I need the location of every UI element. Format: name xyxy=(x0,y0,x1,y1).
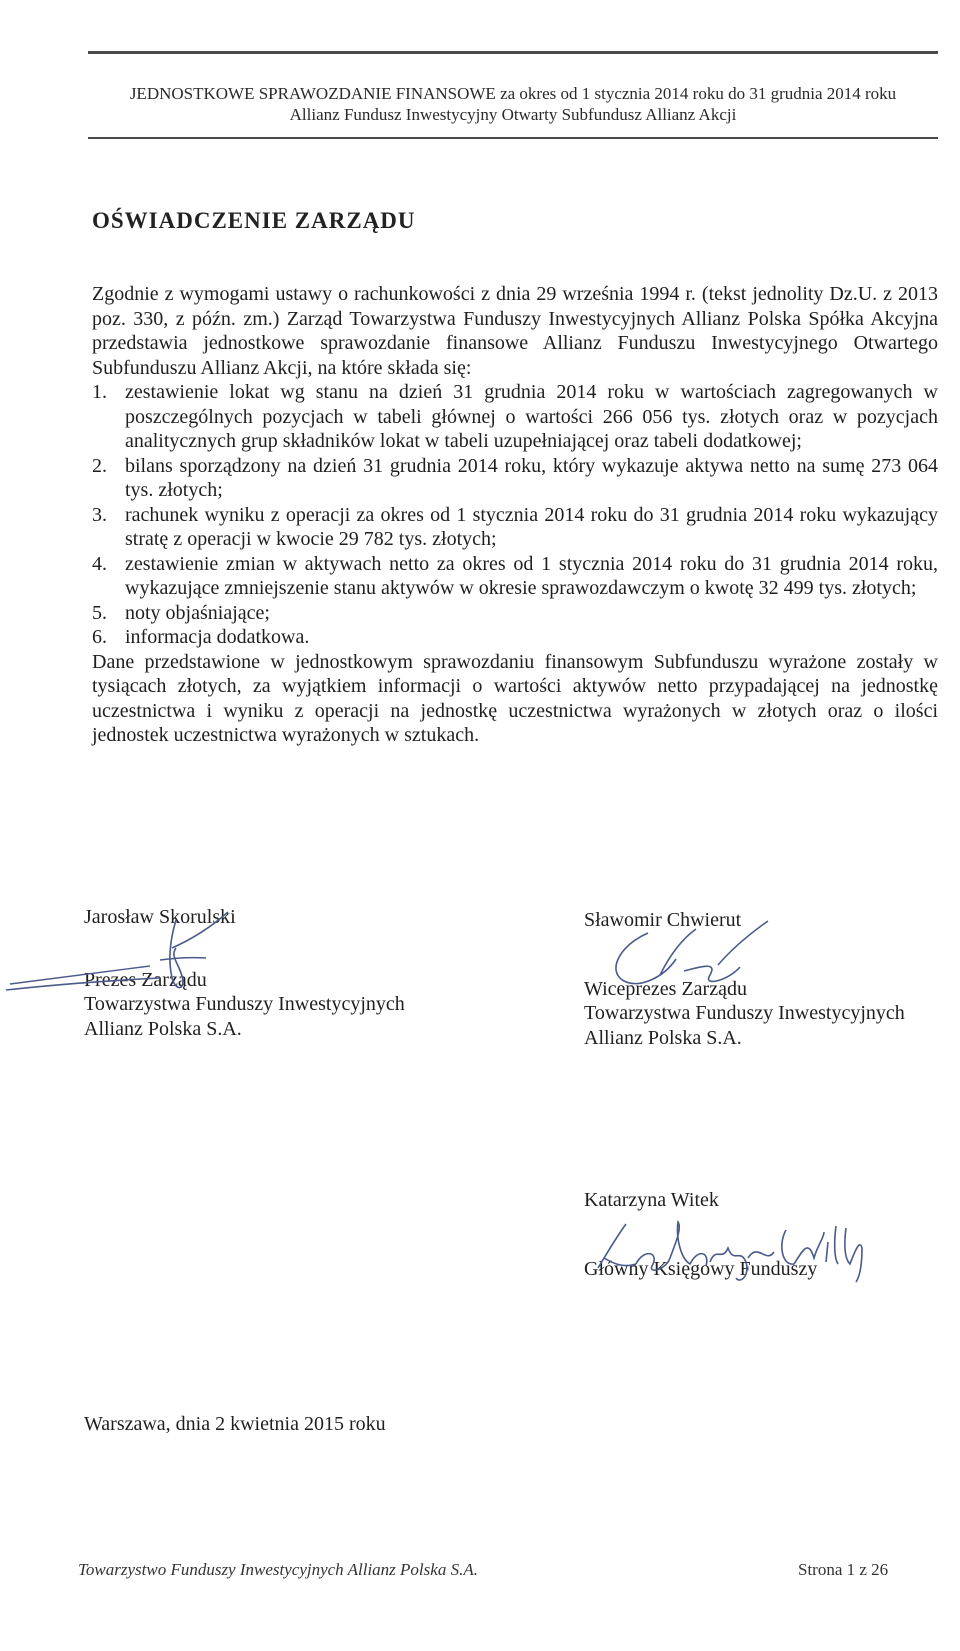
signatory-role: Główny Księgowy Funduszy xyxy=(584,1257,818,1280)
intro-paragraph: Zgodnie z wymogami ustawy o rachunkowości z dnia 29 września 1994 r. (tekst jednolity Dz.U. z 2013 poz. 330, z późn. zm.) Zarząd Towarzystwa Funduszy Inwestycyjnych Allianz Polska Spółka Akcyjna przedstawia jednostkowe sprawozdanie finansowe Allianz Funduszu Inwestycyjnego Otwartego Subfunduszu Allianz Akcji, na które składa się: xyxy=(92,283,938,379)
list-item-text: zestawienie zmian w aktywach netto za okres od 1 stycznia 2014 roku do 31 grudnia 2014 roku, wykazujące zmniejszenie stanu aktywów w okresie sprawozdawczym o kwotę 32 499 tys. złotych; xyxy=(125,552,938,599)
list-item-text: bilans sporządzony na dzień 31 grudnia 2014 roku, który wykazuje aktywa netto na sumę 273 064 tys. złotych; xyxy=(125,454,938,501)
list-item-number: 1. xyxy=(92,381,107,403)
header-fund-line: Allianz Fundusz Inwestycyjny Otwarty Subfundusz Allianz Akcji xyxy=(289,105,737,124)
signatory-name: Katarzyna Witek xyxy=(584,1189,719,1211)
components-list xyxy=(92,380,938,650)
list-item-number: 4. xyxy=(92,552,107,575)
header-bottom-rule xyxy=(88,137,938,139)
place-and-date: Warszawa, dnia 2 kwietnia 2015 roku xyxy=(84,1413,386,1435)
list-item-number: 5. xyxy=(92,601,107,624)
list-item xyxy=(92,454,938,503)
closing-paragraph: Dane przedstawione w jednostkowym sprawozdaniu finansowym Subfunduszu wyrażone zostały w tysiącach złotych, za wyjątkiem informacji o wartości aktywów netto przypadającej na jednostkę uczestnictwa i wyniku z operacji na jednostkę uczestnictwa wyrażonych w złotych oraz o ilości jednostek uczestnictwa wyrażonych w sztukach. xyxy=(92,650,938,746)
list-item-number: 3. xyxy=(92,503,107,526)
statement-body xyxy=(92,282,938,748)
list-item-text: rachunek wyniku z operacji za okres od 1 stycznia 2014 roku do 31 grudnia 2014 roku wykazujący stratę z operacji w kwocie 29 782 tys. złotych; xyxy=(125,503,938,550)
chief-accountant-signature xyxy=(590,1218,870,1288)
header-title-line: JEDNOSTKOWE SPRAWOZDANIE FINANSOWE za okres od 1 stycznia 2014 roku do 31 grudnia 2014 roku xyxy=(129,84,897,103)
page-number: Strona 1 z 26 xyxy=(798,1560,889,1579)
list-item-text: zestawienie lokat wg stanu na dzień 31 grudnia 2014 roku w wartościach zagregowanych w poszczególnych pozycjach w tabeli głównej o wartości 266 056 tys. złotych oraz w pozycjach analitycznych grup składników lokat w tabeli uzupełniającej oraz tabeli dodatkowej; xyxy=(125,381,938,452)
signatory-role: Wiceprezes Zarządu xyxy=(584,977,747,1000)
list-item-number: 2. xyxy=(92,454,107,477)
signatory-role: Prezes Zarządu xyxy=(84,968,207,991)
list-item-number: 6. xyxy=(92,626,107,648)
list-item xyxy=(92,503,938,552)
list-item xyxy=(92,601,938,626)
signatory-name: Jarosław Skorulski xyxy=(84,906,236,928)
list-item-text: noty objaśniające; xyxy=(125,601,270,624)
signatory-org-2: Allianz Polska S.A. xyxy=(84,1017,242,1040)
footer-company: Towarzystwo Funduszy Inwestycyjnych Allianz Polska S.A. xyxy=(78,1560,478,1579)
list-item xyxy=(92,552,938,601)
signatory-name: Sławomir Chwierut xyxy=(584,909,742,931)
header-top-rule xyxy=(88,51,938,54)
list-item xyxy=(92,625,938,650)
vice-president-signature xyxy=(600,915,780,995)
president-signature xyxy=(0,900,260,1010)
signatory-org: Towarzystwa Funduszy Inwestycyjnych xyxy=(584,1002,905,1024)
list-item xyxy=(92,380,938,454)
list-item-text: informacja dodatkowa. xyxy=(125,626,310,648)
page-title: OŚWIADCZENIE ZARZĄDU xyxy=(92,208,416,233)
signatory-org-2: Allianz Polska S.A. xyxy=(584,1026,742,1049)
signatory-org: Towarzystwa Funduszy Inwestycyjnych xyxy=(84,993,405,1015)
